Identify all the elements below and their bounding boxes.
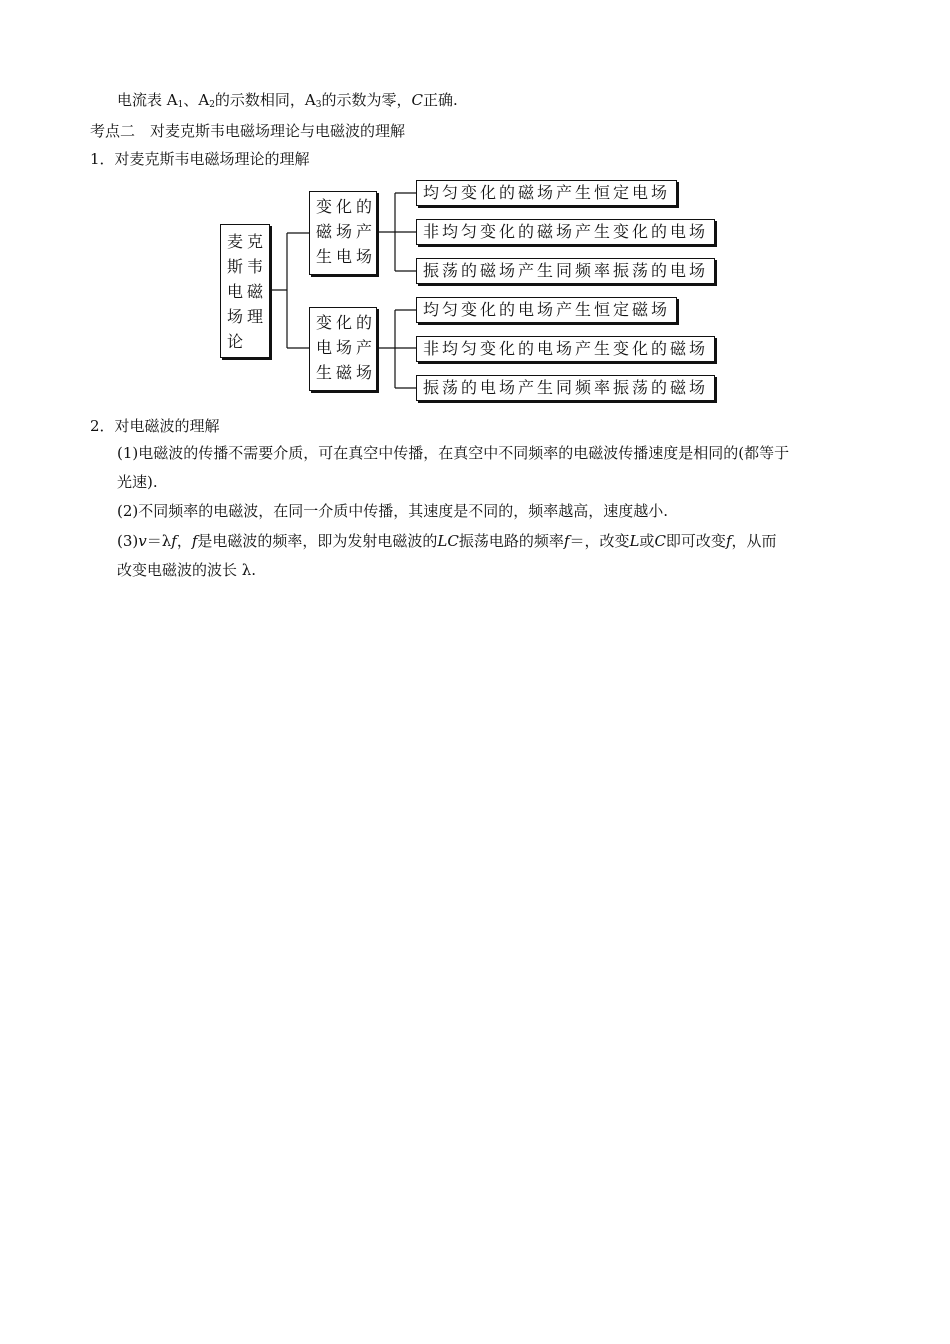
leaf-box: 振荡的电场产生同频率振荡的磁场	[416, 375, 715, 401]
paragraph-3b: 改变电磁波的波长 λ.	[117, 561, 257, 579]
branch-box-magnetic: 变化的磁场产生电场	[309, 191, 377, 275]
section-heading: 考点二 对麦克斯韦电磁场理论与电磁波的理解	[90, 122, 406, 140]
leaf-box: 振荡的磁场产生同频率振荡的电场	[416, 258, 715, 284]
paragraph-2: (2)不同频率的电磁波，在同一介质中传播，其速度是不同的，频率越高，速度越小.	[117, 502, 669, 520]
paragraph-ammeter: 电流表 $A_1$、$A_2$的示数相同，$A_3$的示数为零，C正确.	[117, 91, 458, 110]
root-box: 麦克斯韦电磁场理论	[220, 224, 270, 358]
paragraph-1a: (1)电磁波的传播不需要介质，可在真空中传播，在真空中不同频率的电磁波传播速度是相同的(都等于	[117, 444, 790, 462]
item-heading-2: 2．对电磁波的理解	[90, 417, 220, 435]
leaf-box: 均匀变化的磁场产生恒定电场	[416, 180, 677, 206]
leaf-box: 非均匀变化的电场产生变化的磁场	[416, 336, 715, 362]
leaf-box: 非均匀变化的磁场产生变化的电场	[416, 219, 715, 245]
paragraph-1b: 光速).	[117, 473, 158, 491]
paragraph-3: (3)v＝λf，f是电磁波的频率，即为发射电磁波的LC振荡电路的频率f＝，改变L或C即可改变f，从而	[117, 532, 777, 550]
leaf-box: 均匀变化的电场产生恒定磁场	[416, 297, 677, 323]
item-heading-1: 1．对麦克斯韦电磁场理论的理解	[90, 150, 310, 168]
branch-box-electric: 变化的电场产生磁场	[309, 307, 377, 391]
